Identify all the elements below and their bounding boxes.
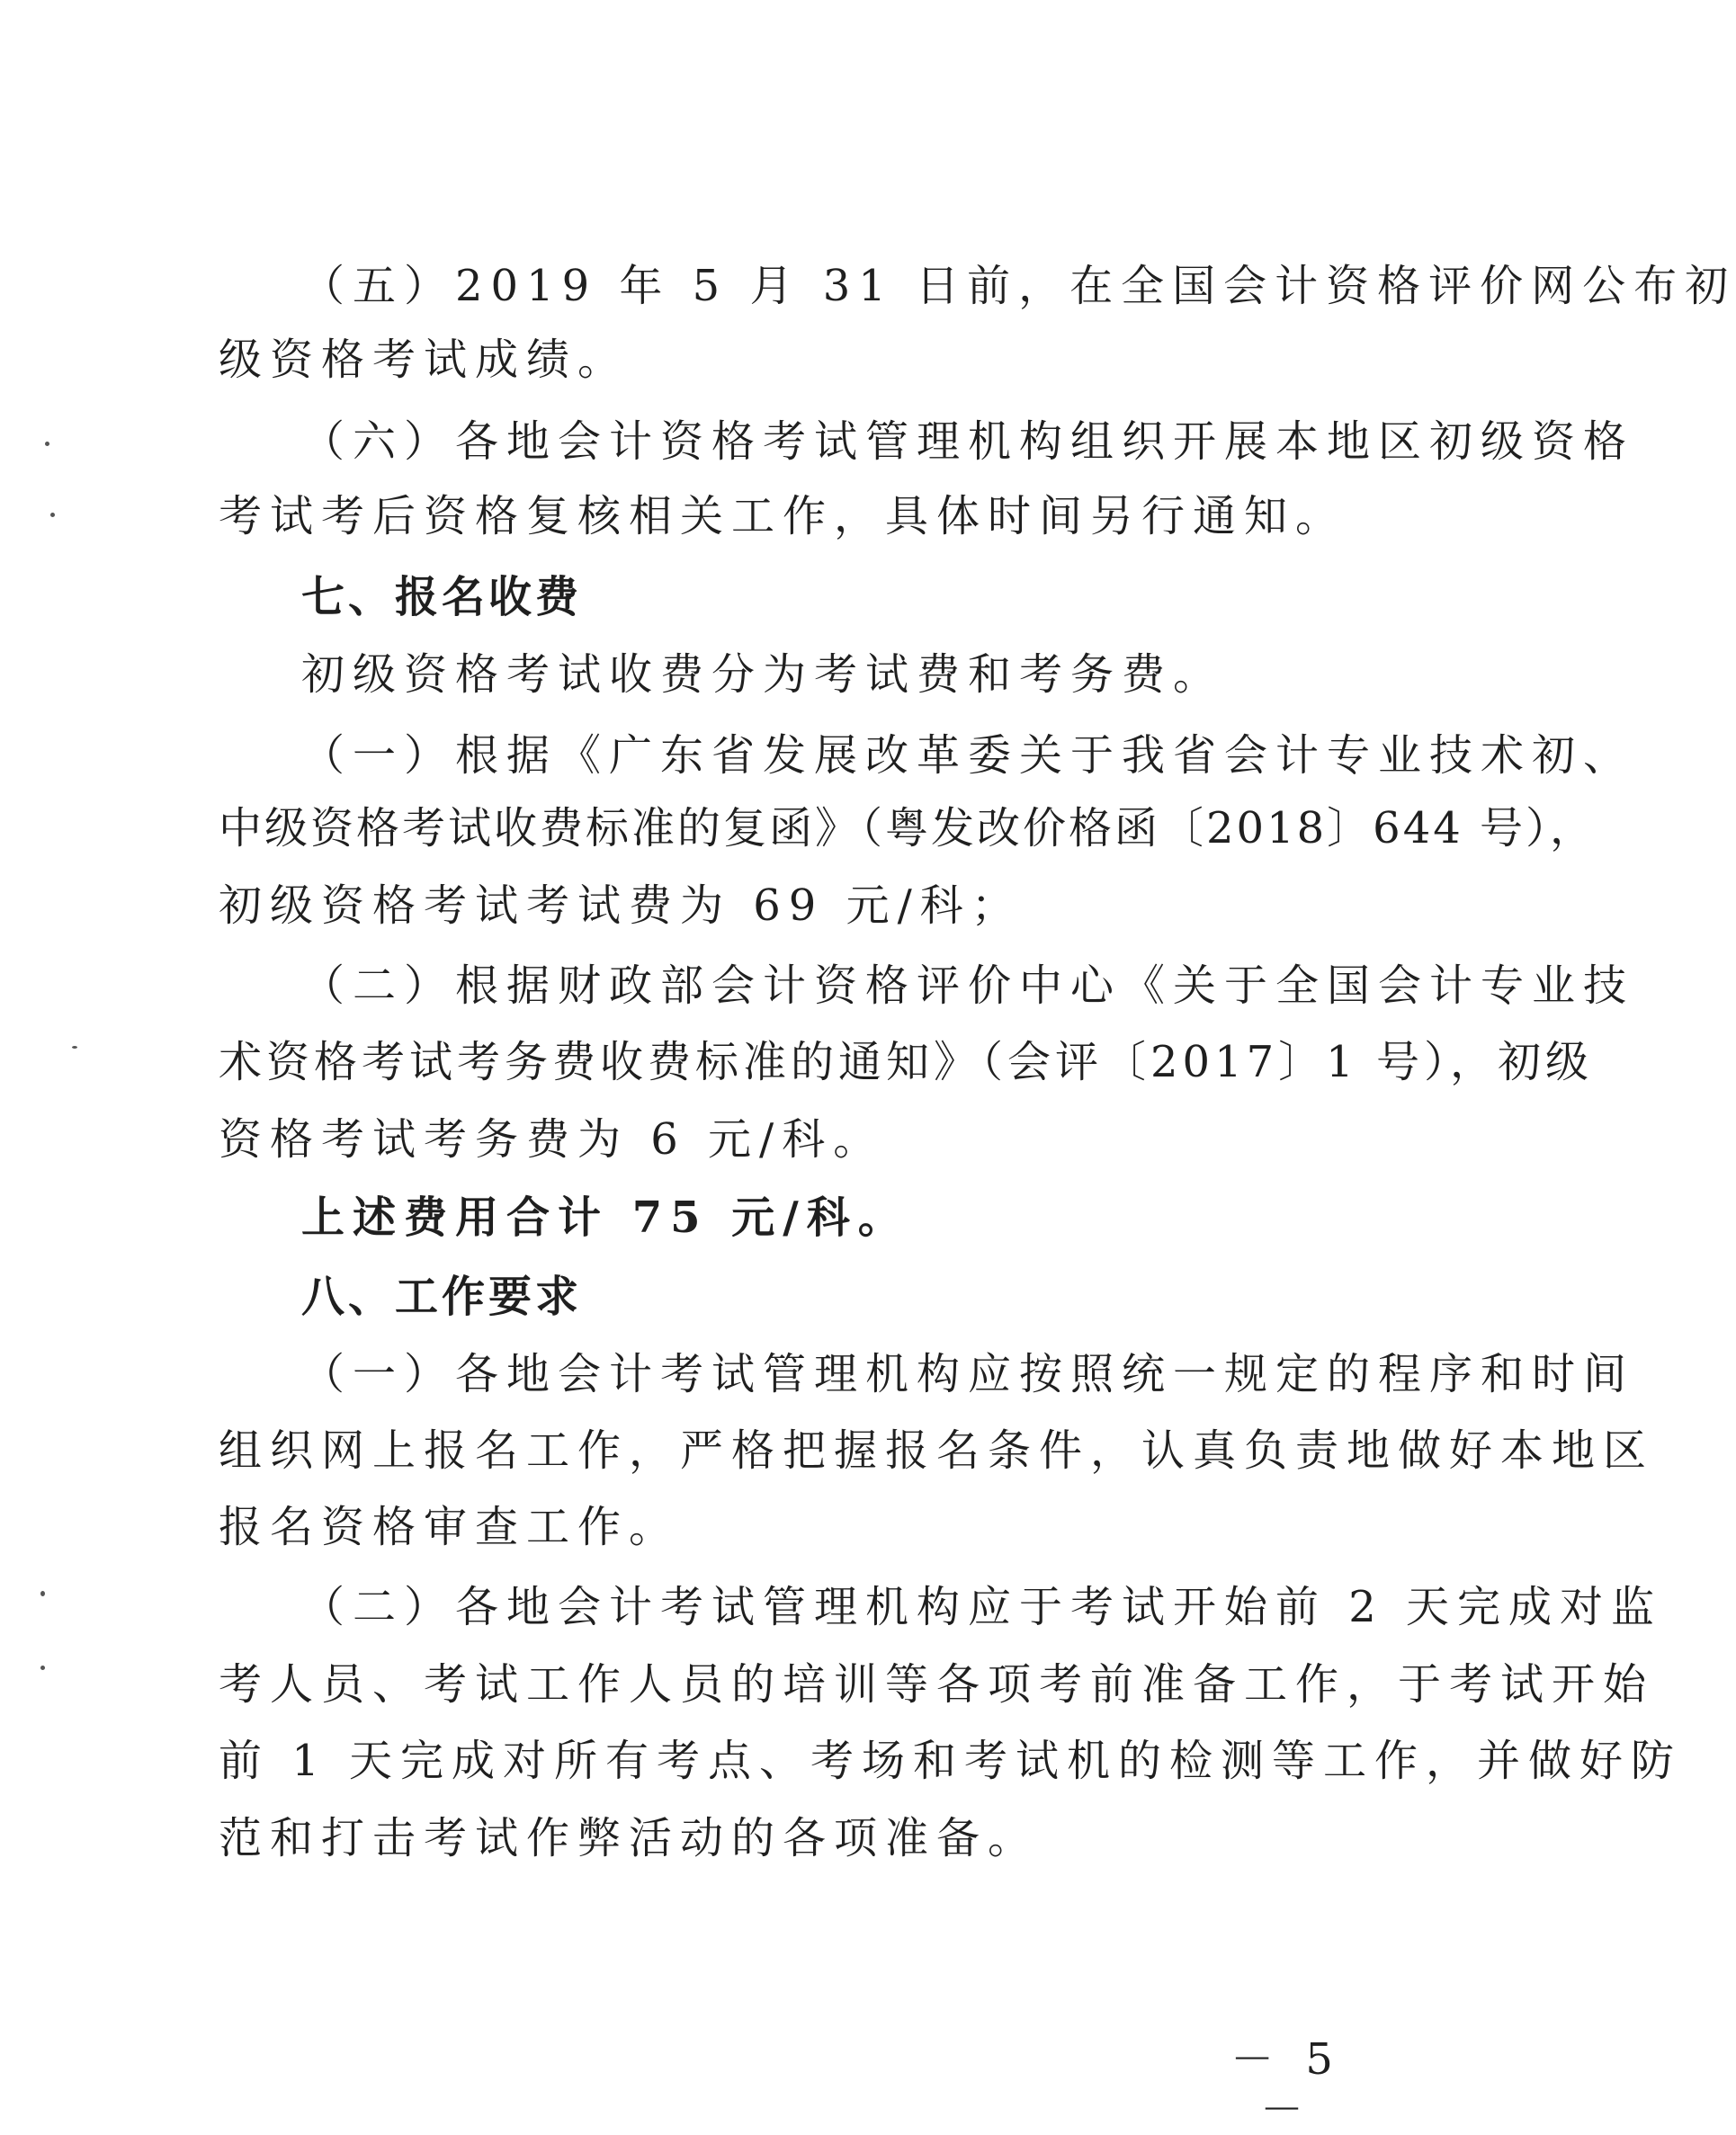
scan-speck	[40, 1666, 45, 1670]
requirement-1-line-2: 组织网上报名工作，严格把握报名条件，认真负责地做好本地区	[219, 1425, 1655, 1476]
requirement-2-line-4: 范和打击考试作弊活动的各项准备。	[219, 1813, 1040, 1863]
requirement-2-line-3: 前 1 天完成对所有考点、考场和考试机的检测等工作，并做好防	[219, 1736, 1683, 1786]
paragraph-5-line-1: （五）2019 年 5 月 31 日前，在全国会计资格评价网公布初	[301, 261, 1736, 311]
paragraph-5-line-2: 级资格考试成绩。	[219, 335, 630, 385]
scan-speck	[45, 442, 49, 446]
requirement-1-line-1: （一）各地会计考试管理机构应按照统一规定的程序和时间	[301, 1349, 1635, 1399]
fee-item-2-line-1: （二）根据财政部会计资格评价中心《关于全国会计专业技	[301, 960, 1635, 1011]
requirement-2-line-1: （二）各地会计考试管理机构应于考试开始前 2 天完成对监	[301, 1582, 1663, 1632]
fee-item-1-line-3: 初级资格考试考试费为 69 元/科；	[219, 880, 1023, 931]
fees-total: 上述费用合计 75 元/科。	[301, 1193, 909, 1243]
scan-speck	[40, 1591, 45, 1596]
section-heading-registration-fees: 七、报名收费	[301, 572, 583, 622]
fee-item-1-line-2: 中级资格考试收费标准的复函》（粤发改价格函〔2018〕644 号），	[219, 803, 1597, 853]
requirement-1-line-3: 报名资格审查工作。	[219, 1502, 681, 1552]
requirement-2-line-2: 考人员、考试工作人员的培训等各项考前准备工作，于考试开始	[219, 1659, 1655, 1710]
paragraph-6-line-2: 考试考后资格复核相关工作，具体时间另行通知。	[219, 491, 1347, 541]
fee-item-2-line-3: 资格考试考务费为 6 元/科。	[219, 1114, 885, 1165]
page-number: － 5 －	[1230, 2034, 1342, 2135]
scan-speck	[72, 1046, 77, 1049]
fee-item-1-line-1: （一）根据《广东省发展改革委关于我省会计专业技术初、	[301, 730, 1635, 781]
paragraph-6-line-1: （六）各地会计资格考试管理机构组织开展本地区初级资格	[301, 416, 1635, 467]
scan-speck	[50, 513, 55, 517]
fees-intro: 初级资格考试收费分为考试费和考务费。	[301, 649, 1225, 700]
fee-item-2-line-2: 术资格考试考务费收费标准的通知》（会评〔2017〕1 号），初级	[219, 1037, 1593, 1087]
section-heading-work-requirements: 八、工作要求	[301, 1272, 583, 1322]
